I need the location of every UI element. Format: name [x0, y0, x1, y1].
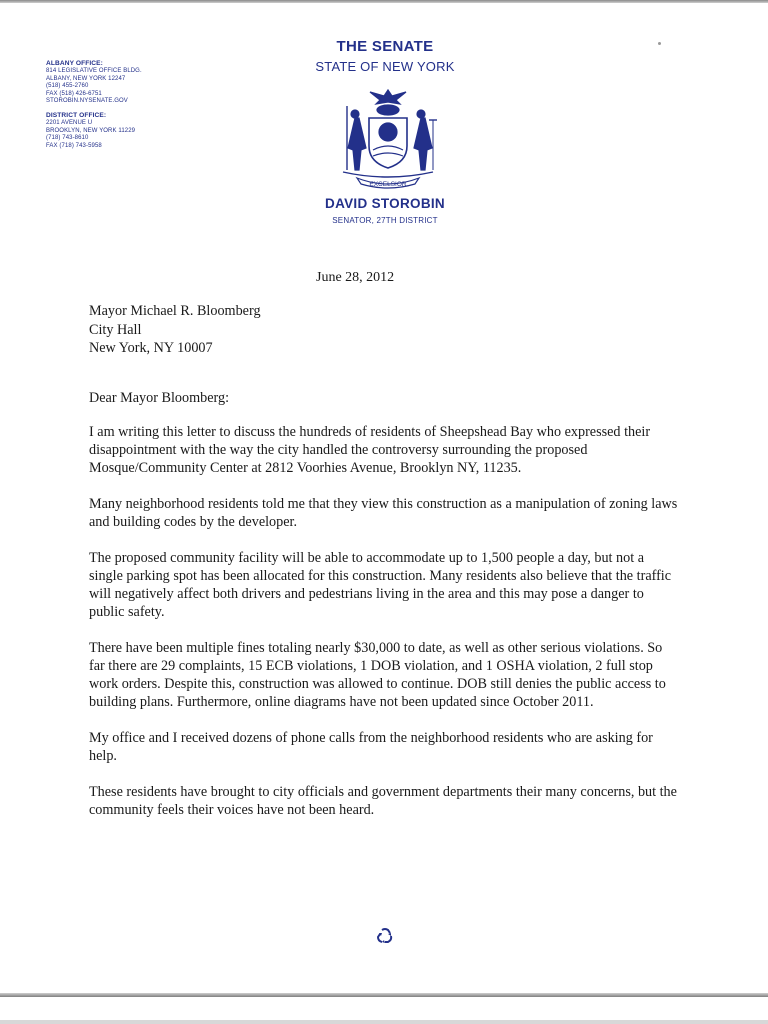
recipient-line: City Hall: [89, 321, 142, 338]
body-paragraph: The proposed community facility will be able to accommodate up to 1,500 people a day, but not a single parking spot has been allocated for this construction. Many residents also believe that the traffic will negatively affect both drivers and pedestrians living in the area and this may pose a danger to public safety.: [89, 550, 672, 620]
letter-body: [89, 423, 679, 837]
district-office-heading: DISTRICT OFFICE:: [46, 111, 107, 119]
body-paragraph: These residents have brought to city officials and government departments their many concerns, but the community feels their voices have not been heard.: [89, 784, 677, 818]
scan-speck: [658, 42, 661, 45]
scan-edge-top: [0, 0, 768, 3]
district-office-line: FAX (718) 743-5958: [46, 142, 102, 149]
new-york-seal-icon: [333, 86, 443, 192]
state-title: STATE OF NEW YORK: [315, 59, 455, 74]
letter-date: June 28, 2012: [316, 270, 395, 285]
body-paragraph: There have been multiple fines totaling nearly $30,000 to date, as well as other serious violations. So far there are 29 complaints, 15 ECB violations, 1 DOB violation, and 1 OSHA violation, 2 full stop work orders. Despite this, construction was allowed to continue. DOB still denies the public access to building plans. Furthermore, online diagrams have not been updated since October 2011.: [89, 640, 666, 710]
body-paragraph: Many neighborhood residents told me that they view this construction as a manipulation of zoning laws and building codes by the developer.: [89, 496, 678, 530]
albany-office-line: 814 LEGISLATIVE OFFICE BLDG.: [46, 68, 142, 74]
senator-name: DAVID STOROBIN: [325, 196, 445, 211]
district-office-line: 2201 AVENUE U: [46, 119, 93, 126]
albany-office-heading: ALBANY OFFICE:: [46, 60, 103, 67]
district-office-line: (718) 743-8610: [46, 135, 89, 142]
recipient-address: [89, 302, 261, 358]
albany-office-line: FAX (518) 426-6751: [46, 90, 102, 97]
albany-office-line: STOROBIN.NYSENATE.GOV: [46, 98, 128, 105]
recipient-line: Mayor Michael R. Bloomberg: [89, 303, 261, 319]
scan-edge-bottom: [0, 993, 768, 997]
body-paragraph: My office and I received dozens of phone calls from the neighborhood residents who are asking for help.: [89, 730, 653, 764]
scan-fold: [0, 1020, 768, 1024]
senate-title: THE SENATE: [336, 38, 434, 55]
letterhead-offices: [46, 60, 186, 150]
district-office-line: BROOKLYN, NEW YORK 11229: [46, 127, 136, 134]
albany-office-line: ALBANY, NEW YORK 12247: [46, 75, 126, 82]
albany-office-line: (518) 455-2760: [46, 83, 89, 90]
recycle-icon: [376, 927, 394, 945]
seal-motto: EXCELSIOR: [369, 181, 407, 188]
recipient-line: New York, NY 10007: [89, 340, 213, 356]
senator-district: SENATOR, 27TH DISTRICT: [332, 216, 438, 225]
salutation: Dear Mayor Bloomberg:: [89, 390, 230, 406]
body-paragraph: I am writing this letter to discuss the hundreds of residents of Sheepshead Bay who expressed their disappointment with the way the city handled the controversy surrounding the proposed Mosque/Community Center at 2812 Voorhies Avenue, Brooklyn NY, 11235.: [89, 424, 651, 476]
